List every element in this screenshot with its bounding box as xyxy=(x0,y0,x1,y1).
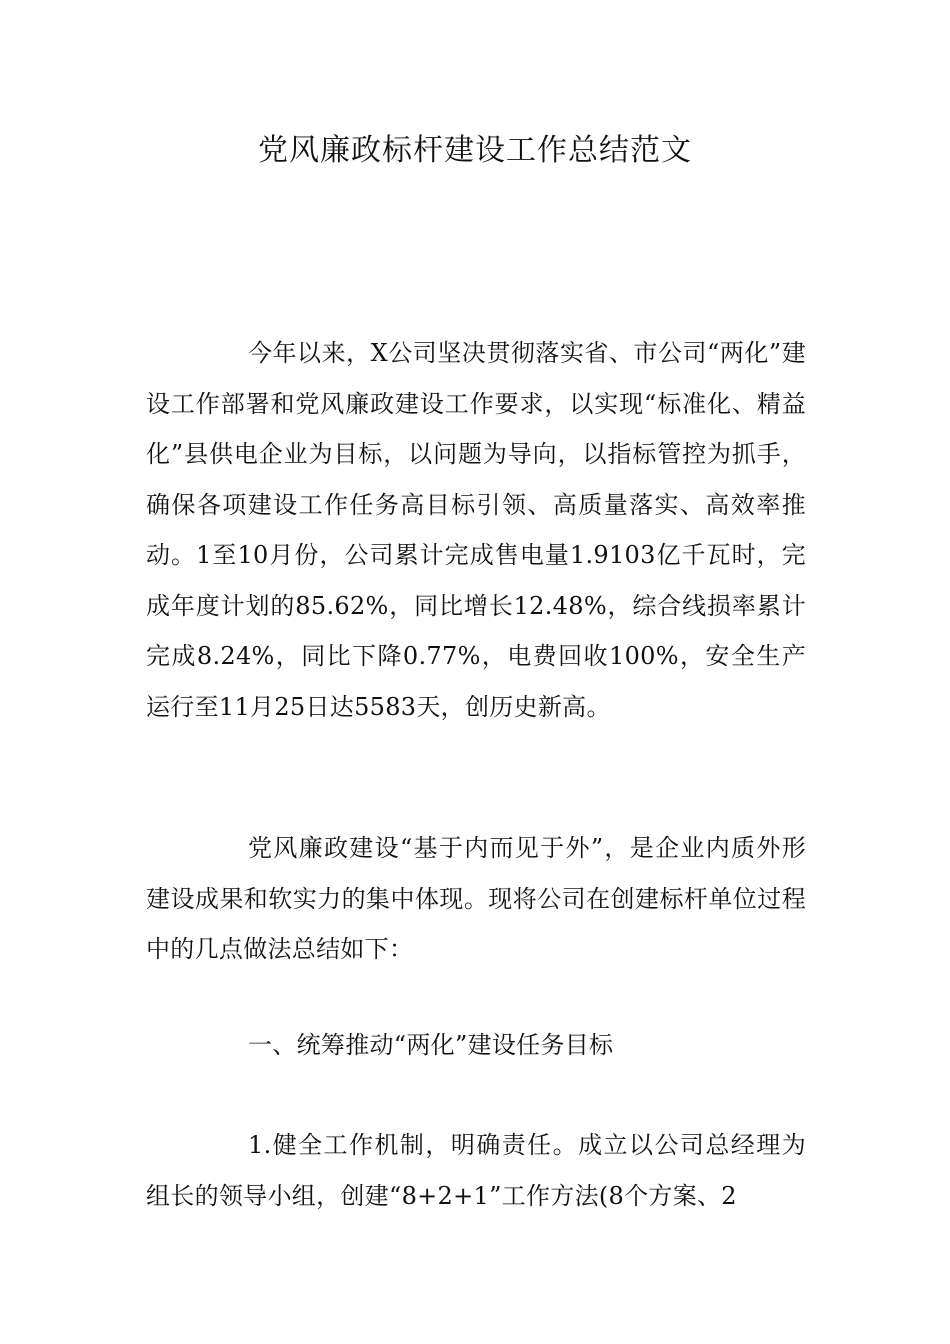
document-title: 党风廉政标杆建设工作总结范文 xyxy=(258,133,692,168)
paragraph-item-1: 1.健全工作机制，明确责任。成立以公司总经理为组长的领导小组，创建“8+2+1”工作方法(8个方案、2 xyxy=(146,1131,806,1210)
section-heading: 一、统筹推动“两化”建设任务目标 xyxy=(248,1031,614,1059)
paragraph-intro: 党风廉政建设“基于内而见于外”，是企业内质外形建设成果和软实力的集中体现。现将公司在创建标杆单位过程中的几点做法总结如下： xyxy=(146,834,806,963)
paragraph-summary: 今年以来，X公司坚决贯彻落实省、市公司“两化”建设工作部署和党风廉政建设工作要求，以实现“标准化、精益化”县供电企业为目标，以问题为导向，以指标管控为抓手，确保各项建设工作任务高目标引领、高质量落实、高效率推动。1至10月份，公司累计完成售电量1.9103亿千瓦时，完成年度计划的85.62%，同比增长12.48%，综合线损率累计完成8.24%，同比下降0.77%，电费回收100%，安全生产运行至11月25日达5583天，创历史新高。 xyxy=(146,339,806,721)
